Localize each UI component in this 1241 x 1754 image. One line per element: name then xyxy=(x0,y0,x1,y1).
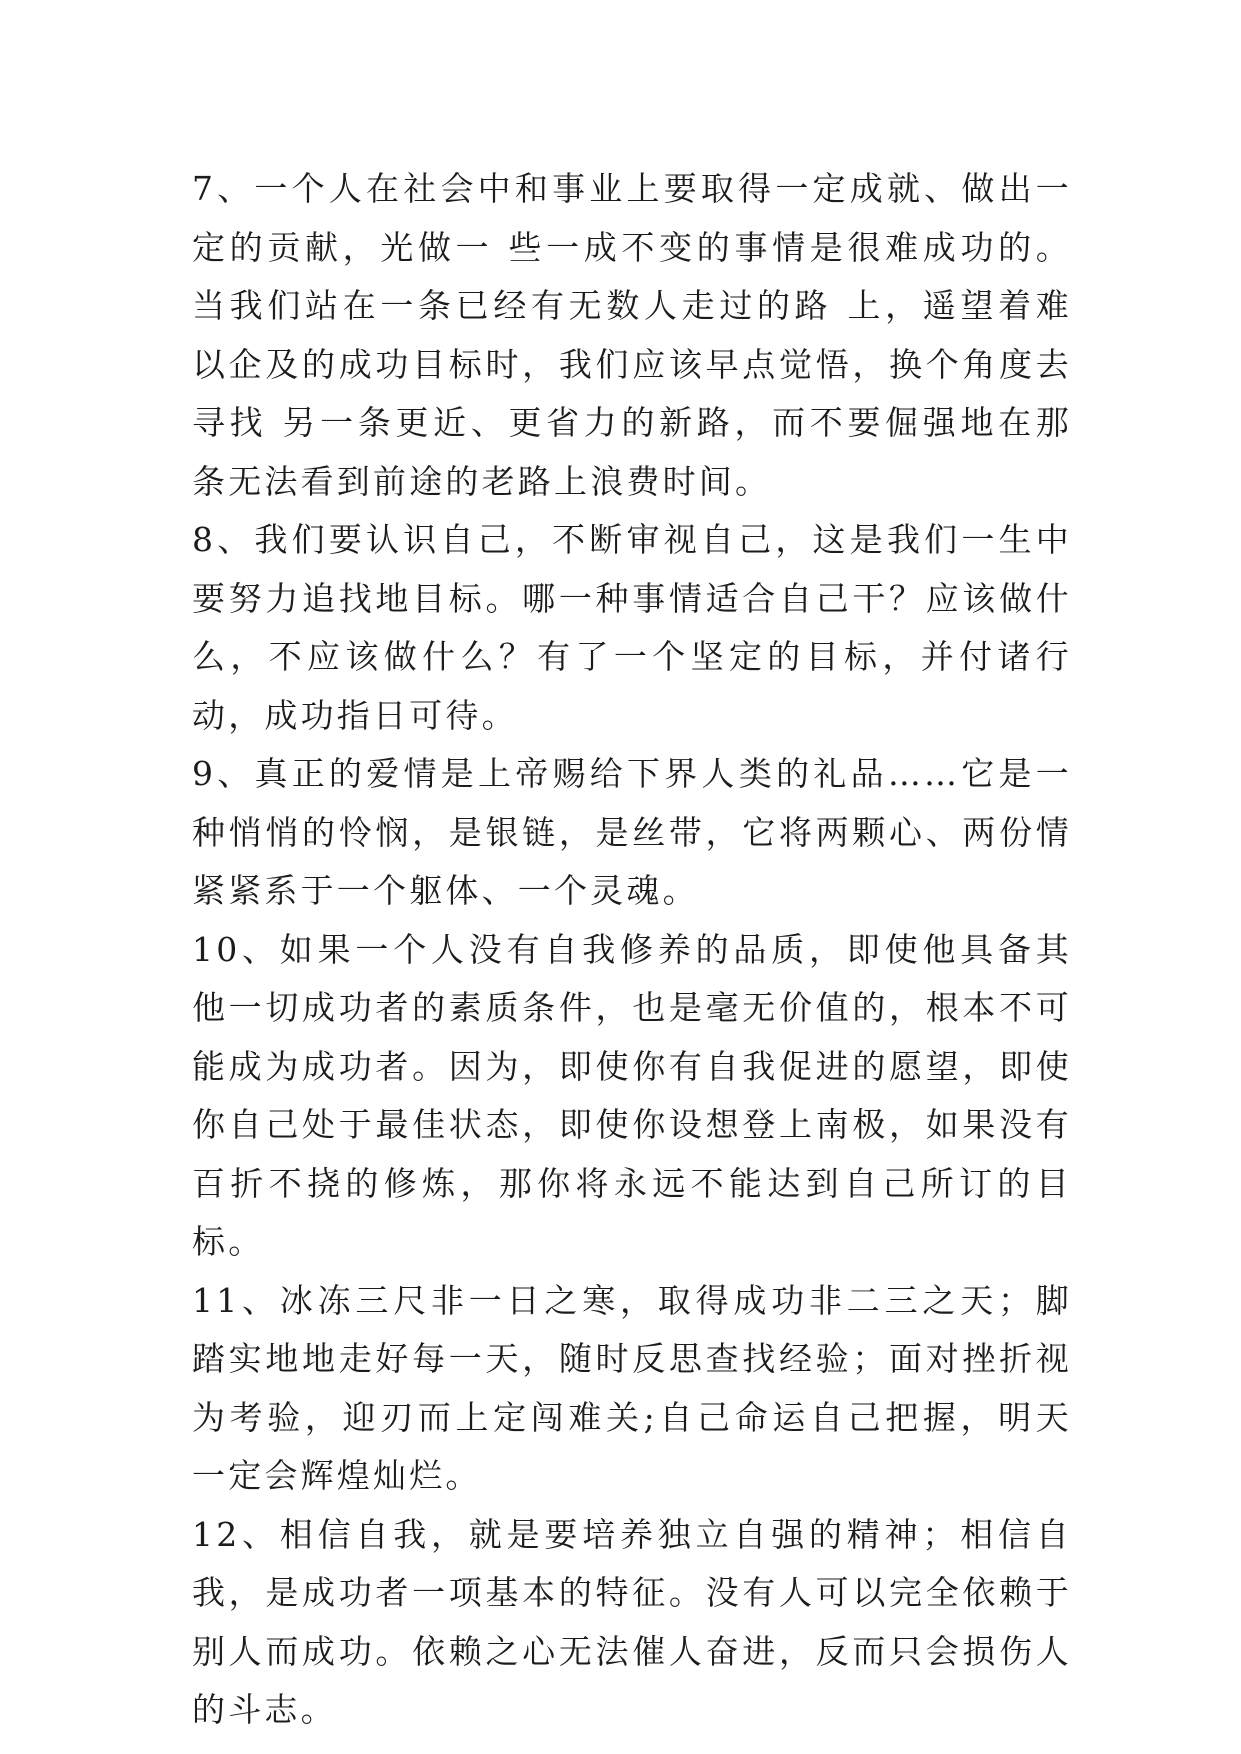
paragraph-9: 9、真正的爱情是上帝赐给下界人类的礼品……它是一种悄悄的怜悯，是银链，是丝带，它将两颗心、两份情紧紧系于一个躯体、一个灵魂。 xyxy=(192,754,1072,910)
paragraph-12: 12、相信自我，就是要培养独立自强的精神；相信自我，是成功者一项基本的特征。没有人可以完全依赖于别人而成功。依赖之心无法催人奋进，反而只会损伤人的斗志。 xyxy=(192,1514,1072,1729)
paragraph-10: 10、如果一个人没有自我修养的品质，即使他具备其他一切成功者的素质条件，也是毫无价值的，根本不可能成为成功者。因为，即使你有自我促进的愿望，即使你自己处于最佳状态，即使你设想登上南极，如果没有百折不挠的修炼，那你将永远不能达到自己所订的目标。 xyxy=(192,929,1072,1261)
document-body xyxy=(192,160,1072,1740)
paragraph-11: 11、冰冻三尺非一日之寒，取得成功非二三之天；脚踏实地地走好每一天，随时反思查找经验；面对挫折视为考验，迎刃而上定闯难关;自己命运自己把握，明天一定会辉煌灿烂。 xyxy=(192,1280,1072,1495)
paragraph-7: 7、一个人在社会中和事业上要取得一定成就、做出一定的贡献，光做一 些一成不变的事情是很难成功的。当我们站在一条已经有无数人走过的路 上，遥望着难以企及的成功目标时，我们应该早点觉悟，换个角度去寻找 另一条更近、更省力的新路，而不要倔强地在那条无法看到前途的老路上浪费时间。 xyxy=(192,169,1072,501)
paragraph-8: 8、我们要认识自己，不断审视自己，这是我们一生中要努力追找地目标。哪一种事情适合自己干？应该做什么，不应该做什么？有了一个坚定的目标，并付诸行动，成功指日可待。 xyxy=(192,520,1072,735)
